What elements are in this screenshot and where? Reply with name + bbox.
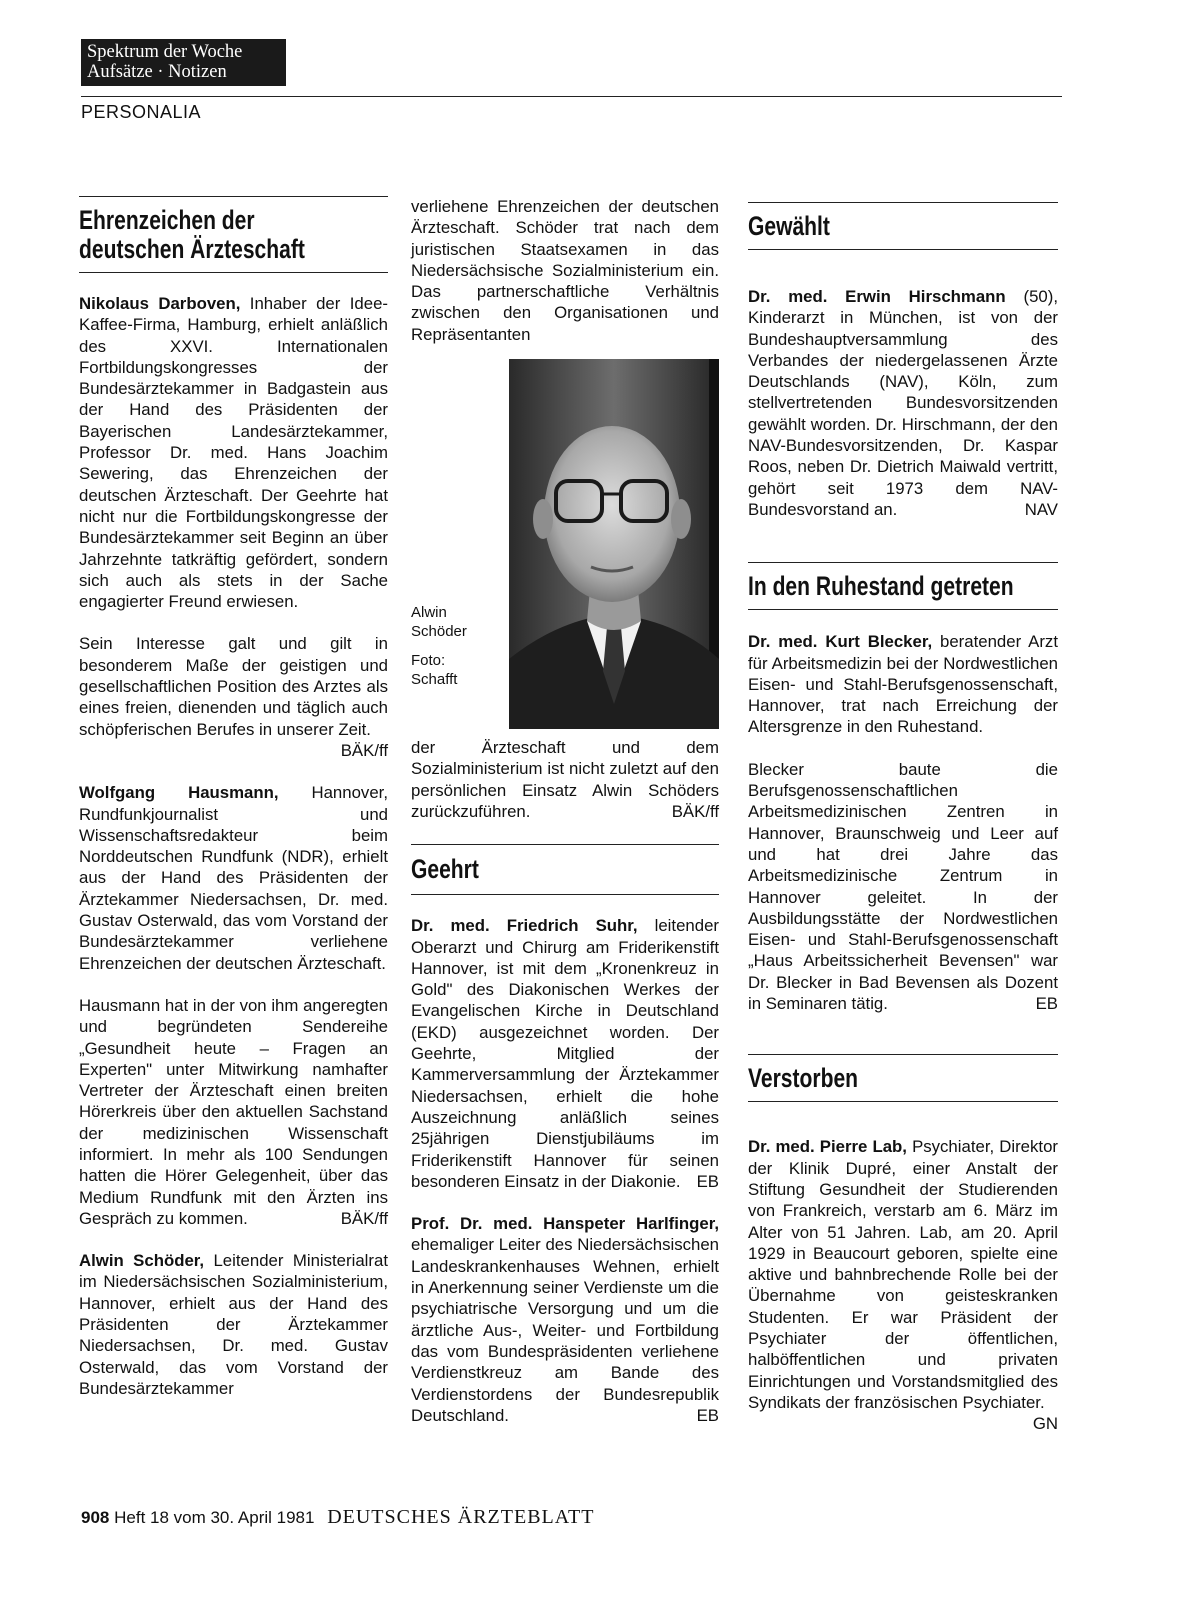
column-3 <box>748 196 1058 1455</box>
author-signature: EB <box>1035 994 1058 1014</box>
author-signature: NAV <box>1024 499 1058 519</box>
page-footer <box>81 1506 594 1529</box>
heading-block <box>748 202 1058 250</box>
paragraph-text: Hannover, Rundfunkjournalist und Wissenschaftsredakteur beim Norddeutschen Rundfunk (NDR), erhielt aus der Hand des Präsidenten der Ärztekammer Niedersachsen, Dr. med. Gustav Osterwald, das vom Vorstand der Bundesärztekammer verliehene Ehrenzeichen der deutschen Ärzteschaft. <box>79 783 388 973</box>
paragraph <box>79 293 388 612</box>
article-heading: Ehrenzeichen der <box>79 205 255 235</box>
section-label: PERSONALIA <box>81 102 202 122</box>
paragraph-text: Sein Interesse galt und gilt in besonderem Maße der geistigen und gesellschaftlichen Position des Arztes als eines freien, dienenden und täglich auch schöpferischen Berufes in unserer Zeit. <box>79 634 388 739</box>
issue-info: Heft 18 vom 30. April 1981 <box>114 1508 315 1527</box>
person-name: Dr. med. Kurt Blecker, <box>748 632 933 652</box>
article-heading: Gewählt <box>748 211 830 241</box>
paragraph-text: Blecker baute die Berufsgenossenschaftlichen Arbeitsmedizinischen Zentren in Hannover, Braunschweig und Leer auf und hat drei Jahre das Arbeitsmedizinische Zentrum in Hannover geleitet. In der Ausbildungsstätte der Nordwestlichen Eisen- und Stahl-Berufsgenossenschaft „Haus Arbeitssicherheit Bevensen" war Dr. Blecker in Bad Bevensen als Dozent in Seminaren tätig. <box>748 759 1058 1014</box>
caption-name: Alwin <box>411 604 447 622</box>
heading-block <box>79 196 388 273</box>
author-signature: EB <box>696 1171 719 1191</box>
photo-figure <box>411 359 719 729</box>
column-2 <box>411 196 719 1447</box>
person-name: Prof. Dr. med. Hanspeter Harlfinger, <box>411 1214 719 1234</box>
author-signature: EB <box>696 1405 719 1425</box>
person-name: Wolfgang Hausmann, <box>79 783 279 803</box>
portrait-photo <box>509 359 719 729</box>
paragraph-text: verliehene Ehrenzeichen der deutschen Ärzteschaft. Schöder trat nach dem juristischen Staatsexamen in das Niedersächsische Sozialministerium ein. Das partnerschaftliche Verhältnis zwischen den Organisationen und Repräsentanten <box>411 197 719 344</box>
author-signature: BÄK/ff <box>671 801 719 821</box>
paragraph-text: Leitender Ministerialrat im Niedersächsischen Sozialministerium, Hannover, erhielt aus der Hand des Präsidenten der Ärztekammer Niedersachsen, Dr. med. Gustav Osterwald, das vom Vorstand der Bundesärztekammer <box>79 1251 388 1398</box>
paragraph-text: ehemaliger Leiter des Niedersächsischen Landeskrankenhauses Wehnen, erhielt in Anerkennung seiner Verdienste um die psychiatrische Versorgung und um die ärztliche Aus-, Weiter- und Fortbildung das vom Bundespräsidenten verliehene Verdienstkreuz am Bande des Verdienstordens der Bundesrepublik Deutschland. <box>411 1235 719 1425</box>
article-heading: Verstorben <box>748 1063 859 1094</box>
paragraph-text: Psychiater, Direktor der Klinik Dupré, einer Anstalt der Stiftung Gesundheit der Studierenden von Frankreich, verstarb am 6. März im Alter von 51 Jahren. Lab, am 20. April 1929 in Beaucourt geboren, spielte eine aktive und bahnbrechende Rolle bei der Übernahme von geisteskranken Studenten. Er war Präsident der Psychiater der öffentlichen, halböffentlichen und privaten Einrichtungen und Vorstandsmitglied des Syndikats der französischen Psychiater. <box>748 1137 1058 1412</box>
photo-caption <box>411 603 501 689</box>
paragraph <box>748 759 1058 1015</box>
paragraph <box>411 196 719 345</box>
paragraph-text: Hausmann hat in der von ihm angeregten und begründeten Sendereihe „Gesundheit heute – Fragen an Experten" unter Mitwirkung namhafter Vertreter der Ärzteschaft einen breiten Hörerkreis über den aktuellen Sachstand der medizinischen Wissenschaft informiert. In mehr als 100 Sendungen hatten die Hörer Gelegenheit, über das Medium Rundfunk mit den Ärzten ins Gespräch zu kommen. <box>79 995 388 1228</box>
page-number: 908 <box>81 1508 110 1527</box>
person-name: Nikolaus Darboven, <box>79 294 241 313</box>
author-signature: BÄK/ff <box>340 1208 388 1228</box>
paragraph <box>748 1136 1058 1434</box>
person-name: Alwin Schöder, <box>79 1251 205 1271</box>
caption-credit: Foto: <box>411 652 446 670</box>
section-header-box <box>81 39 286 86</box>
paragraph <box>79 633 388 761</box>
author-signature: BÄK/ff <box>340 740 388 760</box>
caption-name: Schöder <box>411 623 467 641</box>
paragraph <box>748 631 1058 737</box>
header-line-2: Aufsätze · Notizen <box>87 62 227 82</box>
paragraph-text: leitender Oberarzt und Chirurg am Friderikenstift Hannover, ist mit dem „Kronenkreuz in Gold" des Diakonischen Werkes der Evangelischen Kirche in Deutschland (EKD) ausgezeichnet worden. Der Geehrte, Mitglied der Kammerversammlung der Ärztekammer Niedersachsen, erhielt die hohe Auszeichnung anläßlich seines 25jährigen Dienstjubiläums im Friderikenstift Hannover für seinen besonderen Einsatz in der Diakonie. <box>411 916 719 1191</box>
caption-credit: Schafft <box>411 671 458 689</box>
paragraph-text: (50), Kinderarzt in München, ist von der Bundeshauptversammlung des Verbandes der niedergelassenen Ärzte Deutschlands (NAV), Köln, zum stellvertretenden Bundesvorsitzenden gewählt worden. Dr. Hirschmann, der den NAV-Bundesvorsitzenden, Dr. Kaspar Roos, neben Dr. Dietrich Maiwald vertritt, gehört seit 1973 dem NAV-Bundesvorstand an. <box>748 287 1058 519</box>
author-signature: GN <box>1032 1414 1058 1434</box>
paragraph <box>79 782 388 974</box>
column-1 <box>79 196 388 1420</box>
heading-block <box>411 844 719 895</box>
paragraph-text: beratender Arzt für Arbeitsmedizin bei der Nordwestlichen Eisen- und Stahl-Berufsgenossenschaft, Hannover, trat nach Erreichung der Altersgrenze in den Ruhestand. <box>748 632 1058 737</box>
paragraph <box>411 915 719 1192</box>
person-name: Dr. med. Erwin Hirschmann <box>748 287 1006 306</box>
heading-block <box>748 562 1058 610</box>
paragraph <box>411 737 719 822</box>
paragraph <box>79 1250 388 1399</box>
paragraph <box>411 1213 719 1426</box>
paragraph <box>748 286 1058 520</box>
heading-block <box>748 1054 1058 1102</box>
paragraph-text: der Ärzteschaft und dem Sozialministerium ist nicht zuletzt auf den persönlichen Einsatz Alwin Schöders zurückzuführen. <box>411 738 719 821</box>
header-rule <box>81 96 1062 97</box>
article-heading: In den Ruhestand getreten <box>748 571 1014 602</box>
masthead: DEUTSCHES ÄRZTEBLATT <box>327 1506 595 1528</box>
paragraph <box>79 995 388 1229</box>
paragraph-text: Inhaber der Idee-Kaffee-Firma, Hamburg, erhielt anläßlich des XXVI. Internationalen Fortbildungskongresses der Bundesärztekammer in Badgastein aus der Hand des Präsidenten der Bayerischen Landesärztekammer, Professor Dr. med. Hans Joachim Sewering, das Ehrenzeichen der deutschen Ärzteschaft. Der Geehrte hat nicht nur die Fortbildungskongresse der Bundesärztekammer seit Beginn an über Jahrzehnte tatkräftig gefördert, sondern sich auch als stets in der Sache engagierter Freund erwiesen. <box>79 294 388 612</box>
person-name: Dr. med. Pierre Lab, <box>748 1137 907 1157</box>
person-name: Dr. med. Friedrich Suhr, <box>411 916 638 936</box>
article-heading: deutschen Ärzteschaft <box>79 234 305 264</box>
article-heading: Geehrt <box>411 854 479 885</box>
header-line-1: Spektrum der Woche <box>87 42 243 62</box>
